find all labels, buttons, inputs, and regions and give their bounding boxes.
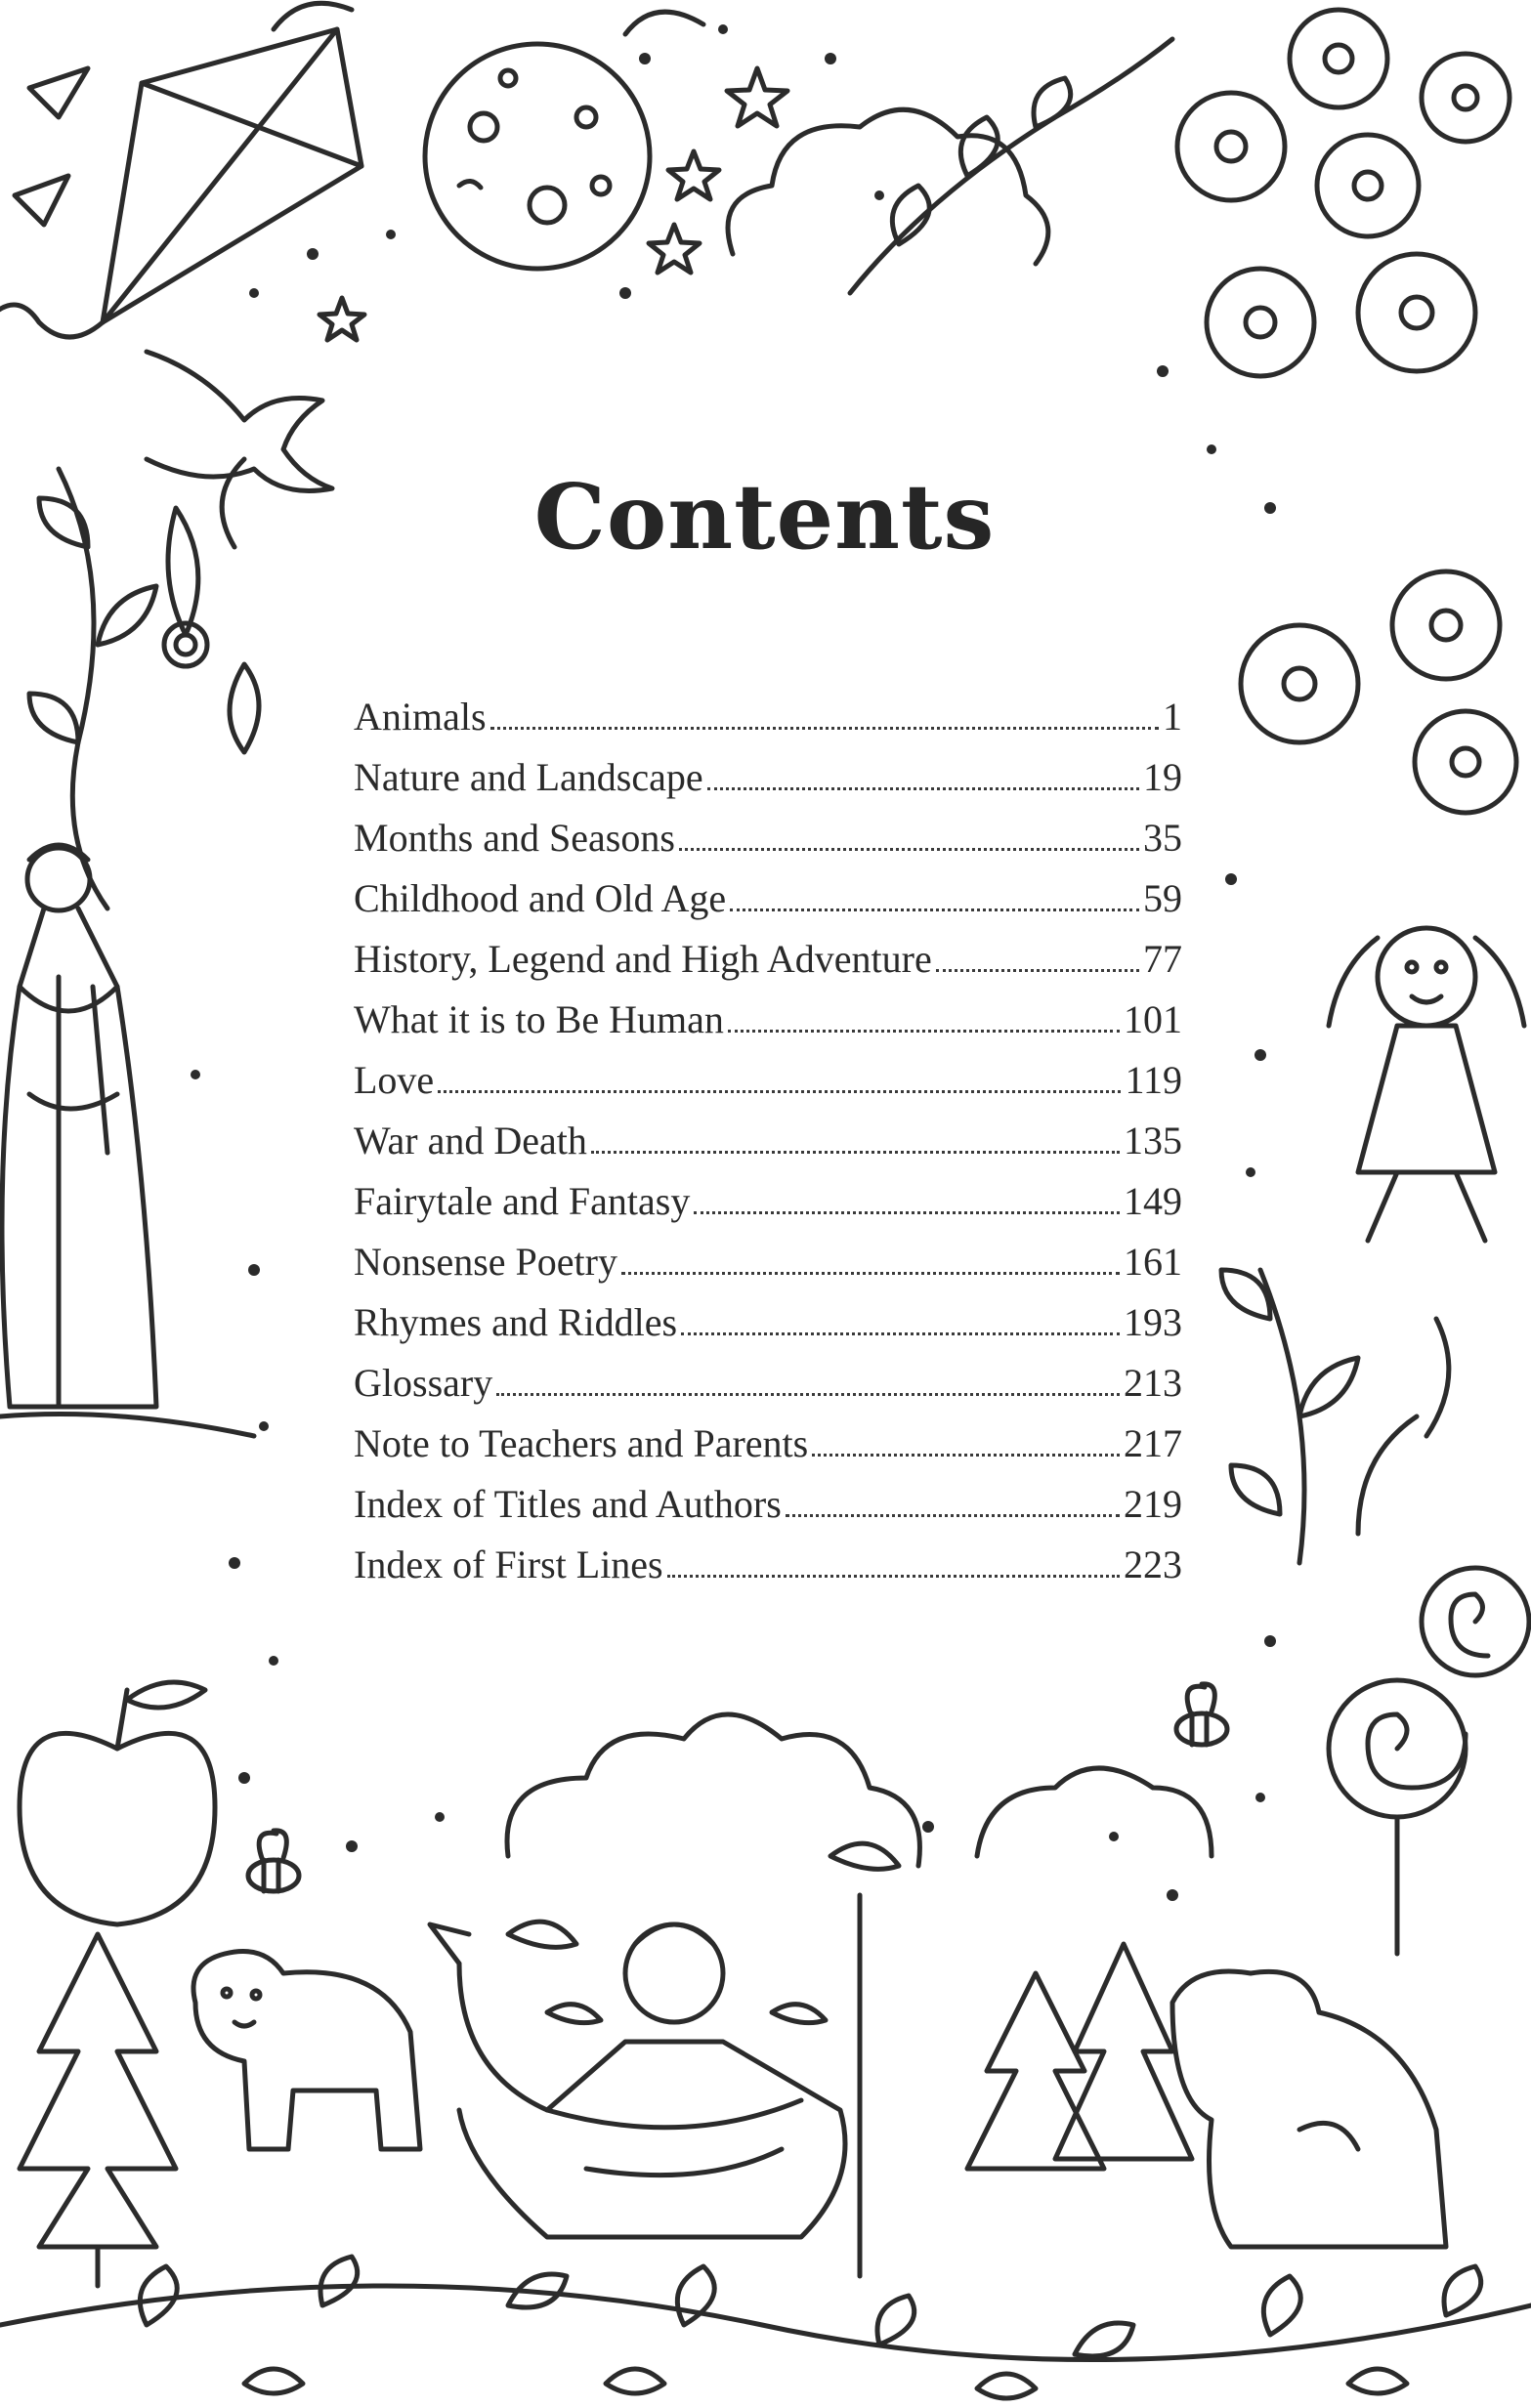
toc-entry: [354, 1420, 1182, 1481]
bird-icon: [147, 352, 332, 491]
doll-icon: [1329, 928, 1524, 1241]
cloud-icon: [274, 3, 1048, 264]
dot-leader: [812, 1454, 1120, 1457]
toc-entry: [354, 1299, 1182, 1360]
toc-entry: [354, 1360, 1182, 1420]
dot-leader: [730, 908, 1139, 911]
table-of-contents: [354, 694, 1182, 1602]
dot-leader: [936, 969, 1139, 972]
dot-leader: [707, 787, 1139, 790]
toc-entry-title: Months and Seasons: [354, 816, 675, 860]
toc-entry-title: Glossary: [354, 1361, 493, 1405]
toc-entry: [354, 1178, 1182, 1239]
contents-panel: [322, 371, 1207, 1807]
kite-icon: [0, 29, 361, 337]
dot-leader: [438, 1090, 1121, 1093]
toc-entry-title: Note to Teachers and Parents: [354, 1421, 809, 1465]
toc-entry-title: Nature and Landscape: [354, 755, 703, 799]
toc-entry-page-number: 193: [1124, 1300, 1182, 1344]
page-title: Contents: [533, 464, 996, 570]
toc-entry: [354, 996, 1182, 1057]
toc-entry-title: Fairytale and Fantasy: [354, 1179, 691, 1223]
dot-leader: [667, 1575, 1120, 1578]
toc-entry: [354, 1057, 1182, 1118]
star-icon: [319, 68, 787, 340]
toc-entry-title: Index of First Lines: [354, 1542, 663, 1586]
ground-line: [0, 1415, 254, 1437]
dot-leader: [728, 1030, 1120, 1033]
dot-leader: [786, 1514, 1120, 1517]
toc-entry: [354, 754, 1182, 815]
toc-entry: [354, 1542, 1182, 1602]
toc-entry-title: Childhood and Old Age: [354, 876, 727, 920]
toc-entry-title: Animals: [354, 695, 487, 739]
toc-entry-page-number: 35: [1143, 816, 1182, 860]
dot-leader: [694, 1211, 1120, 1214]
toc-entry: [354, 694, 1182, 754]
toc-entry-page-number: 135: [1124, 1119, 1182, 1162]
toc-entry: [354, 1118, 1182, 1178]
toc-entry: [354, 1239, 1182, 1299]
toc-entry: [354, 815, 1182, 875]
toc-entry-page-number: 119: [1125, 1058, 1182, 1102]
dot-leader: [496, 1393, 1120, 1396]
toc-entry-page-number: 217: [1124, 1421, 1182, 1465]
toc-entry-page-number: 149: [1124, 1179, 1182, 1223]
toc-entry-page-number: 77: [1143, 937, 1182, 981]
toc-entry-title: War and Death: [354, 1119, 587, 1162]
toc-entry-page-number: 223: [1124, 1542, 1182, 1586]
toc-entry-title: History, Legend and High Adventure: [354, 937, 932, 981]
dot-leader: [490, 727, 1159, 730]
flower-icon: [1177, 10, 1516, 813]
moon-icon: [425, 44, 650, 269]
dog-icon: [1172, 1971, 1446, 2247]
toc-entry-page-number: 161: [1124, 1240, 1182, 1284]
toc-entry-page-number: 213: [1124, 1361, 1182, 1405]
toc-entry-page-number: 101: [1124, 997, 1182, 1041]
toc-entry-title: Index of Titles and Authors: [354, 1482, 782, 1526]
toc-entry-title: Love: [354, 1058, 435, 1102]
dot-leader: [679, 848, 1139, 851]
toc-entry: [354, 1481, 1182, 1542]
dot-leader: [591, 1151, 1120, 1154]
dot-leader: [681, 1332, 1120, 1335]
bee-icon: [248, 1831, 299, 1891]
figure-with-birds-icon: [430, 1843, 899, 2276]
woman-figure-icon: [2, 845, 156, 1407]
apple-icon: [20, 1682, 215, 1924]
toc-entry-page-number: 59: [1143, 876, 1182, 920]
rose-icon: [1329, 1568, 1529, 1954]
toc-entry-title: What it is to Be Human: [354, 997, 724, 1041]
dot-leader: [621, 1272, 1120, 1275]
toc-entry-title: Rhymes and Riddles: [354, 1300, 678, 1344]
toc-entry-page-number: 219: [1124, 1482, 1182, 1526]
toc-entry-page-number: 1: [1163, 695, 1182, 739]
toc-entry: [354, 936, 1182, 996]
bear-icon: [193, 1952, 420, 2150]
toc-entry-page-number: 19: [1143, 755, 1182, 799]
toc-entry: [354, 875, 1182, 936]
toc-entry-title: Nonsense Poetry: [354, 1240, 617, 1284]
leaf-icon: [1221, 1270, 1449, 1563]
leaf-icon: [0, 2257, 1531, 2398]
